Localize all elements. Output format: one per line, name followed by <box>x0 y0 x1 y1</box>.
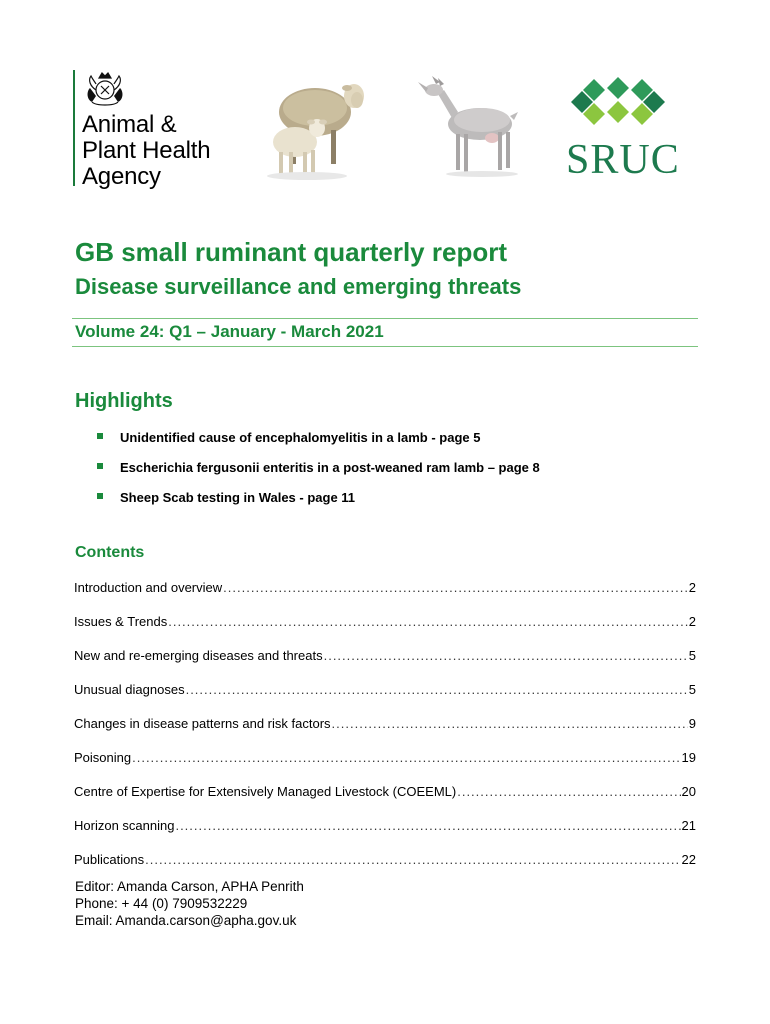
toc-page: 20 <box>681 784 696 799</box>
apha-line-1: Animal & <box>82 111 177 138</box>
toc-leader <box>145 852 680 867</box>
toc-entry[interactable] <box>74 648 696 663</box>
apha-logo-text <box>82 112 210 190</box>
contents-heading: Contents <box>75 544 145 561</box>
toc-title: Poisoning <box>74 750 132 765</box>
toc-title: Introduction and overview <box>74 580 223 595</box>
toc-leader <box>324 648 688 663</box>
editor-name: Editor: Amanda Carson, APHA Penrith <box>75 879 304 894</box>
highlight-item <box>97 460 540 475</box>
toc-entry[interactable] <box>74 852 696 867</box>
editor-contact <box>75 878 304 929</box>
report-subtitle: Disease surveillance and emerging threats <box>75 274 522 299</box>
sruc-logo-text: SRUC <box>566 137 680 183</box>
toc-page: 9 <box>688 716 696 731</box>
highlight-text: Unidentified cause of encephalomyelitis in a lamb - page 5 <box>120 430 481 445</box>
royal-crest-icon <box>82 68 128 110</box>
toc-entry[interactable] <box>74 750 696 765</box>
toc-page: 21 <box>681 818 696 833</box>
toc-title: Issues & Trends <box>74 614 168 629</box>
bullet-icon <box>97 433 103 439</box>
toc-page: 5 <box>688 648 696 663</box>
apha-logo-bar <box>73 70 75 186</box>
highlight-item <box>97 430 480 445</box>
divider-bottom <box>72 346 698 347</box>
toc-page: 22 <box>681 852 696 867</box>
toc-entry[interactable] <box>74 614 696 629</box>
report-title: GB small ruminant quarterly report <box>75 237 507 267</box>
toc-leader <box>457 784 680 799</box>
toc-page: 2 <box>688 614 696 629</box>
toc-page: 19 <box>681 750 696 765</box>
sruc-diamond-icon <box>563 74 673 144</box>
editor-phone: Phone: + 44 (0) 7909532229 <box>75 896 248 911</box>
toc-title: New and re-emerging diseases and threats <box>74 648 323 663</box>
goat-image <box>410 72 530 182</box>
toc-page: 5 <box>688 682 696 697</box>
toc-entry[interactable] <box>74 716 696 731</box>
toc-title: Publications <box>74 852 145 867</box>
toc-title: Unusual diagnoses <box>74 682 185 697</box>
toc-leader <box>332 716 688 731</box>
apha-line-2: Plant Health <box>82 137 211 164</box>
toc-entry[interactable] <box>74 682 696 697</box>
bullet-icon <box>97 463 103 469</box>
toc-leader <box>132 750 680 765</box>
toc-title: Changes in disease patterns and risk factors <box>74 716 331 731</box>
toc-entry[interactable] <box>74 818 696 833</box>
volume-line: Volume 24: Q1 – January - March 2021 <box>75 322 384 341</box>
toc-title: Centre of Expertise for Extensively Managed Livestock (COEEML) <box>74 784 457 799</box>
sheep-and-lamb-image <box>265 72 375 182</box>
toc-entry[interactable] <box>74 784 696 799</box>
apha-line-3: Agency <box>82 163 161 190</box>
toc-page: 2 <box>688 580 696 595</box>
bullet-icon <box>97 493 103 499</box>
highlight-item <box>97 490 355 505</box>
toc-leader <box>168 614 688 629</box>
highlight-text: Escherichia fergusonii enteritis in a post-weaned ram lamb – page 8 <box>120 460 540 475</box>
toc-title: Horizon scanning <box>74 818 175 833</box>
highlight-text: Sheep Scab testing in Wales - page 11 <box>120 490 356 505</box>
editor-email[interactable]: Email: Amanda.carson@apha.gov.uk <box>75 913 297 928</box>
toc-entry[interactable] <box>74 580 696 595</box>
toc-leader <box>186 682 688 697</box>
highlights-heading: Highlights <box>75 390 173 412</box>
toc-leader <box>223 580 688 595</box>
divider-top <box>72 318 698 319</box>
toc-leader <box>175 818 680 833</box>
